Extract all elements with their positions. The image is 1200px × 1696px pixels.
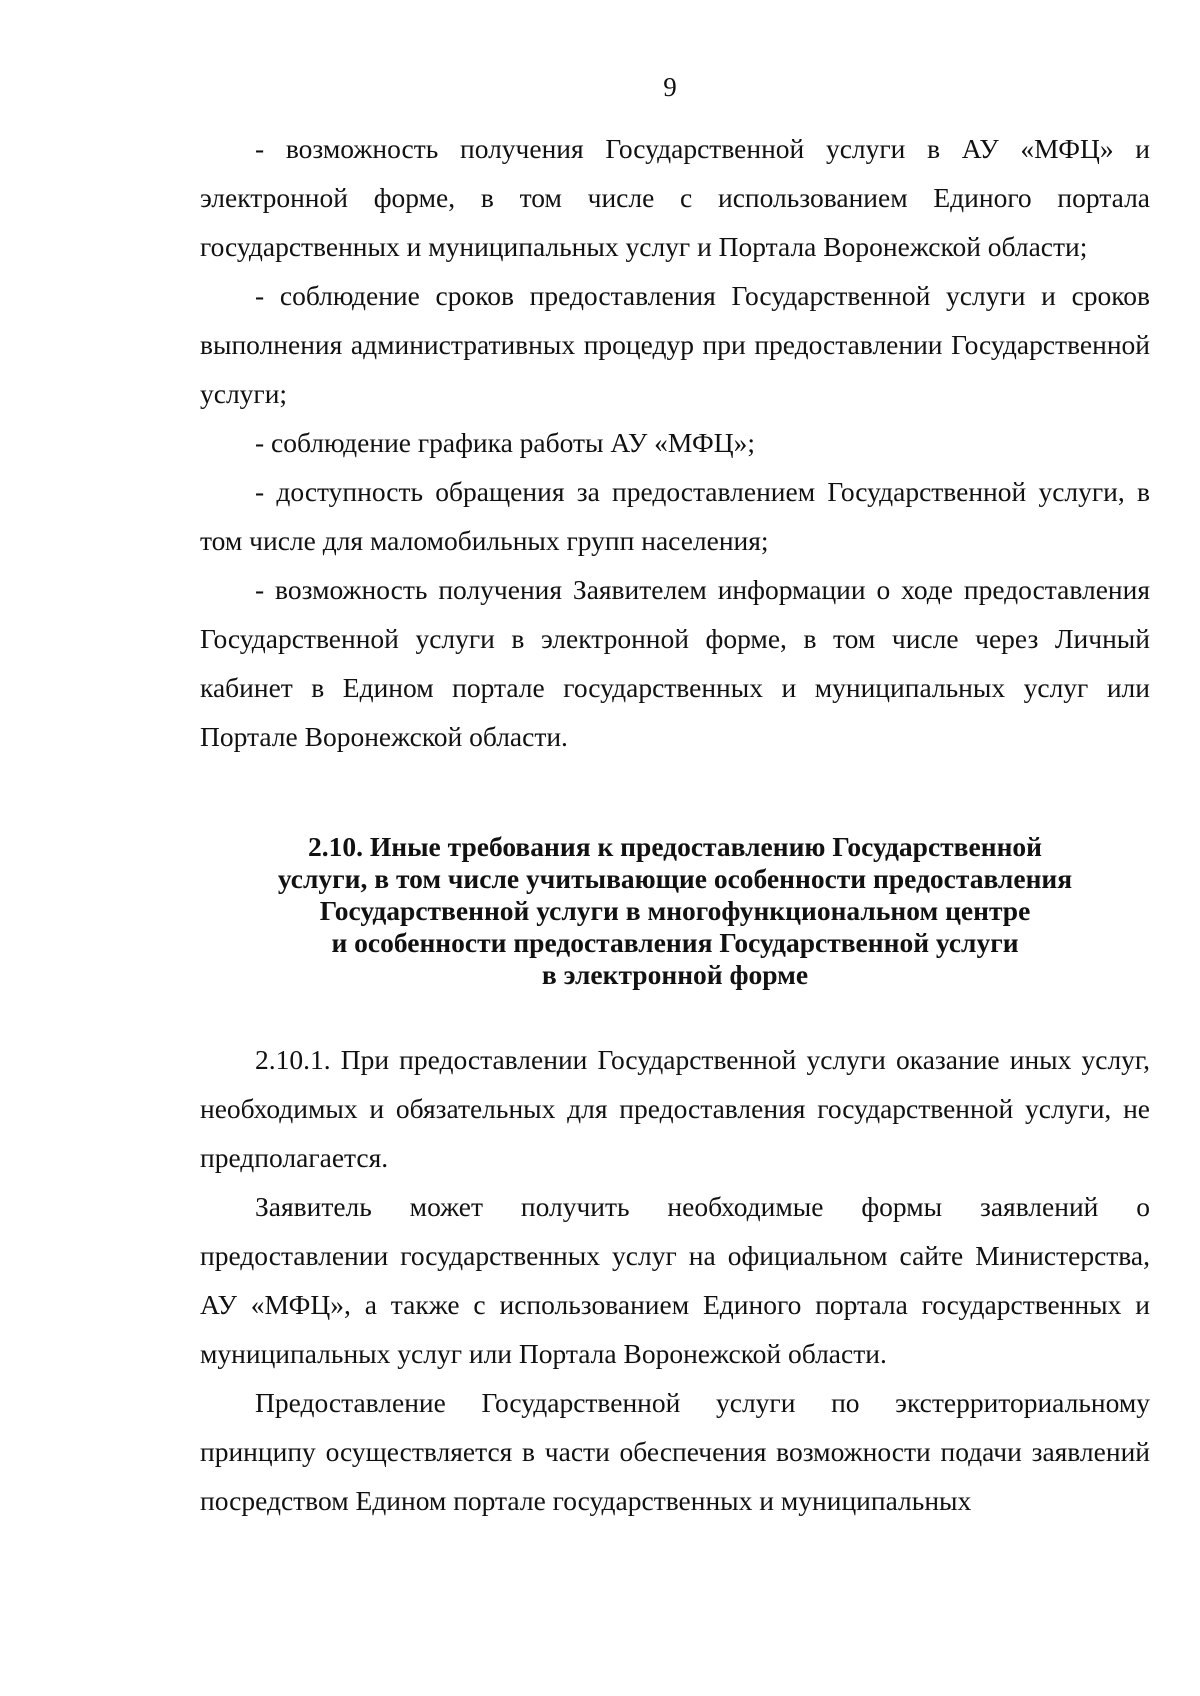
paragraph-exterritorial: Предоставление Государственной услуги по экстерриториальному принципу осуществляется в части обеспечения возможности подачи заявлений посредством Едином портале государственных и муниципальных	[200, 1387, 1150, 1516]
paragraph-deadlines: - соблюдение сроков предоставления Государственной услуги и сроков выполнения административных процедур при предоставлении Государственной услуги;	[200, 280, 1150, 409]
heading-line: и особенности предоставления Государственной услуги	[331, 927, 1019, 958]
paragraph-status-info: - возможность получения Заявителем информации о ходе предоставления Государственной услуги в электронной форме, в том числе через Личный кабинет в Едином портале государственных и муниципальных услуг или Портале Воронежской области.	[200, 574, 1150, 752]
paragraph-accessibility: - доступность обращения за предоставлением Государственной услуги, в том числе для маломобильных групп населения;	[200, 476, 1150, 556]
heading-line: Государственной услуги в многофункциональном центре	[319, 895, 1031, 926]
paragraph-online-access: - возможность получения Государственной услуги в АУ «МФЦ» и электронной форме, в том числе с использованием Единого портала государственных и муниципальных услуг и Портала Воронежской области;	[200, 133, 1150, 262]
page-number: 9	[663, 72, 677, 102]
section-heading-2-10	[200, 831, 1150, 991]
document-body	[200, 124, 1150, 1525]
heading-line: услуги, в том числе учитывающие особенности предоставления	[277, 863, 1073, 894]
paragraph-forms: Заявитель может получить необходимые формы заявлений о предоставлении государственных услуг на официальном сайте Министерства, АУ «МФЦ», а также с использованием Единого портала государственных и муниципальных услуг или Портала Воронежской области.	[200, 1191, 1150, 1369]
heading-line: в электронной форме	[541, 959, 809, 990]
heading-line: 2.10. Иные требования к предоставлению Государственной	[307, 831, 1043, 862]
paragraph-schedule: - соблюдение графика работы АУ «МФЦ»;	[255, 427, 755, 458]
paragraph-2-10-1: 2.10.1. При предоставлении Государственной услуги оказание иных услуг, необходимых и обязательных для предоставления государственной услуги, не предполагается.	[200, 1044, 1150, 1173]
